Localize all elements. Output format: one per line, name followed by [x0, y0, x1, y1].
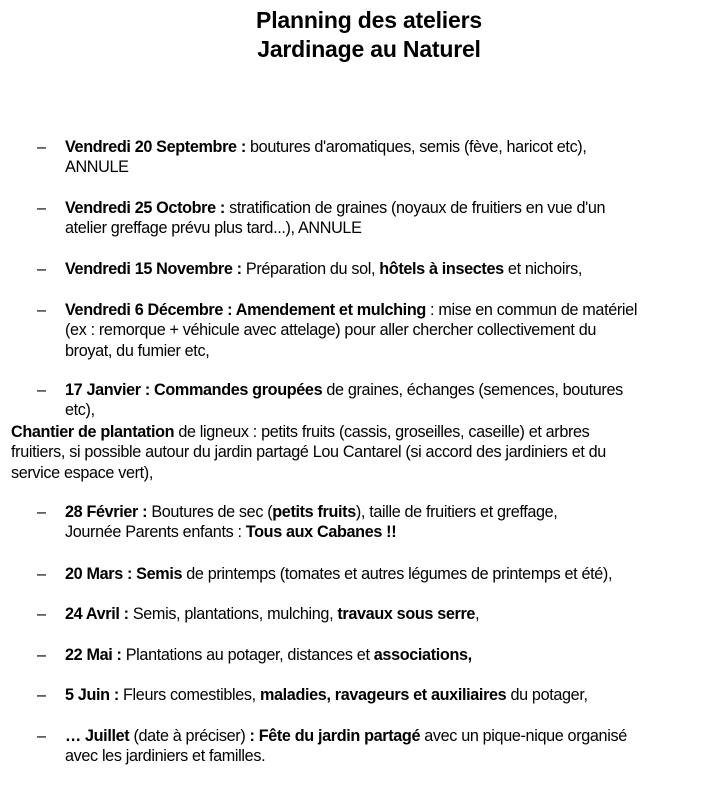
dash-bullet-icon: –	[37, 727, 46, 745]
text-run: Journée Parents enfants :	[65, 523, 246, 542]
bold-text-run: 5 Juin :	[65, 686, 119, 704]
text-run: service espace vert),	[11, 463, 153, 482]
dash-bullet-icon: –	[37, 686, 46, 704]
bold-text-run: Vendredi 6 Décembre : Amendement et mulching	[65, 301, 426, 319]
text-line	[65, 341, 725, 361]
list-item	[37, 137, 725, 178]
text-line	[65, 320, 725, 340]
text-run: Plantations au potager, distances et	[121, 646, 374, 664]
bold-text-run: Tous aux Cabanes !!	[245, 523, 397, 542]
dash-bullet-icon: –	[37, 138, 46, 156]
text-line	[65, 502, 725, 522]
text-run: (ex : remorque + véhicule avec attelage) pour aller chercher collectivement du	[65, 321, 597, 340]
text-line	[65, 198, 725, 218]
list-item	[37, 259, 725, 279]
bold-text-run: … Juillet	[65, 727, 130, 745]
text-run: de ligneux : petits fruits (cassis, groseilles, caseille) et arbres	[174, 423, 590, 441]
list-item	[37, 726, 725, 767]
list-item	[37, 564, 725, 584]
bold-text-run: Chantier de plantation	[11, 423, 175, 441]
list-item	[37, 604, 725, 624]
text-run: fruitiers, si possible autour du jardin partagé Lou Cantarel (si accord des jardiniers et du	[11, 443, 606, 462]
bold-text-run: travaux sous serre	[337, 605, 476, 623]
text-line	[65, 726, 725, 746]
text-run: : mise en commun de matériel	[425, 301, 638, 319]
dash-bullet-icon: –	[37, 605, 46, 623]
list-item	[37, 645, 725, 665]
text-run: ,	[475, 605, 480, 623]
text-run: (date à préciser)	[129, 727, 250, 745]
text-run: de graines, échanges (semences, boutures	[322, 381, 623, 399]
bold-text-run: hôtels à insectes	[379, 260, 504, 278]
text-line	[11, 442, 725, 462]
text-line	[65, 137, 725, 157]
text-run: Préparation du sol,	[241, 260, 380, 278]
bold-text-run: 24 Avril :	[65, 605, 129, 623]
text-line	[65, 380, 725, 400]
dash-bullet-icon: –	[37, 260, 46, 278]
dash-bullet-icon: –	[37, 199, 46, 217]
text-run: ), taille de fruitiers et greffage,	[355, 503, 558, 521]
bold-text-run: 20 Mars : Semis	[65, 565, 183, 583]
text-run: Fleurs comestibles,	[118, 686, 260, 704]
bold-text-run: 22 Mai :	[65, 646, 122, 664]
text-run: Boutures de sec (	[147, 503, 273, 521]
text-line	[11, 422, 725, 442]
text-line	[65, 300, 725, 320]
bold-text-run: petits fruits	[272, 503, 356, 521]
text-run: avec un pique-nique organisé	[420, 727, 627, 745]
text-run: et nichoirs,	[503, 260, 583, 278]
list-item	[37, 685, 725, 705]
list-item	[37, 198, 725, 239]
title-line-1: Planning des ateliers	[256, 7, 482, 33]
text-run: de printemps (tomates et autres légumes de printemps et été),	[182, 565, 613, 583]
list-item	[37, 502, 725, 543]
text-run: stratification de graines (noyaux de fruitiers en vue d'un	[224, 199, 606, 217]
list-item	[37, 300, 725, 361]
document-title	[0, 6, 726, 64]
dash-bullet-icon: –	[37, 301, 46, 319]
text-run: etc),	[65, 401, 95, 420]
text-line	[65, 746, 725, 766]
text-line	[65, 157, 725, 177]
bold-text-run: associations,	[373, 646, 472, 664]
bold-text-run: Vendredi 25 Octobre :	[65, 199, 225, 217]
text-line	[65, 564, 725, 584]
bold-text-run: : Fête du jardin partagé	[249, 727, 421, 745]
text-run: avec les jardiniers et familles.	[65, 747, 266, 766]
text-line	[11, 463, 725, 483]
text-run: boutures d'aromatiques, semis (fève, haricot etc),	[245, 138, 587, 156]
text-run: Semis, plantations, mulching,	[128, 605, 338, 623]
dash-bullet-icon: –	[37, 381, 46, 399]
bold-text-run: Vendredi 15 Novembre :	[65, 260, 242, 278]
bold-text-run: maladies, ravageurs et auxiliaires	[259, 686, 507, 704]
title-line-2: Jardinage au Naturel	[257, 36, 481, 62]
text-run: atelier greffage prévu plus tard...), ANNULE	[65, 219, 362, 238]
bold-text-run: Vendredi 20 Septembre :	[65, 138, 246, 156]
dash-bullet-icon: –	[37, 646, 46, 664]
text-run: broyat, du fumier etc,	[65, 341, 210, 360]
bold-text-run: 28 Février :	[65, 503, 148, 521]
list-item	[37, 380, 725, 421]
text-line	[65, 645, 725, 665]
text-run: ANNULE	[65, 158, 129, 177]
text-line	[65, 604, 725, 624]
text-line	[65, 522, 725, 542]
text-line	[65, 400, 725, 420]
text-run: du potager,	[506, 686, 588, 704]
dash-bullet-icon: –	[37, 503, 46, 521]
text-line	[65, 259, 725, 279]
text-line	[65, 218, 725, 238]
plantation-paragraph	[11, 422, 725, 483]
bold-text-run: 17 Janvier : Commandes groupées	[65, 381, 323, 399]
text-line	[65, 685, 725, 705]
dash-bullet-icon: –	[37, 565, 46, 583]
